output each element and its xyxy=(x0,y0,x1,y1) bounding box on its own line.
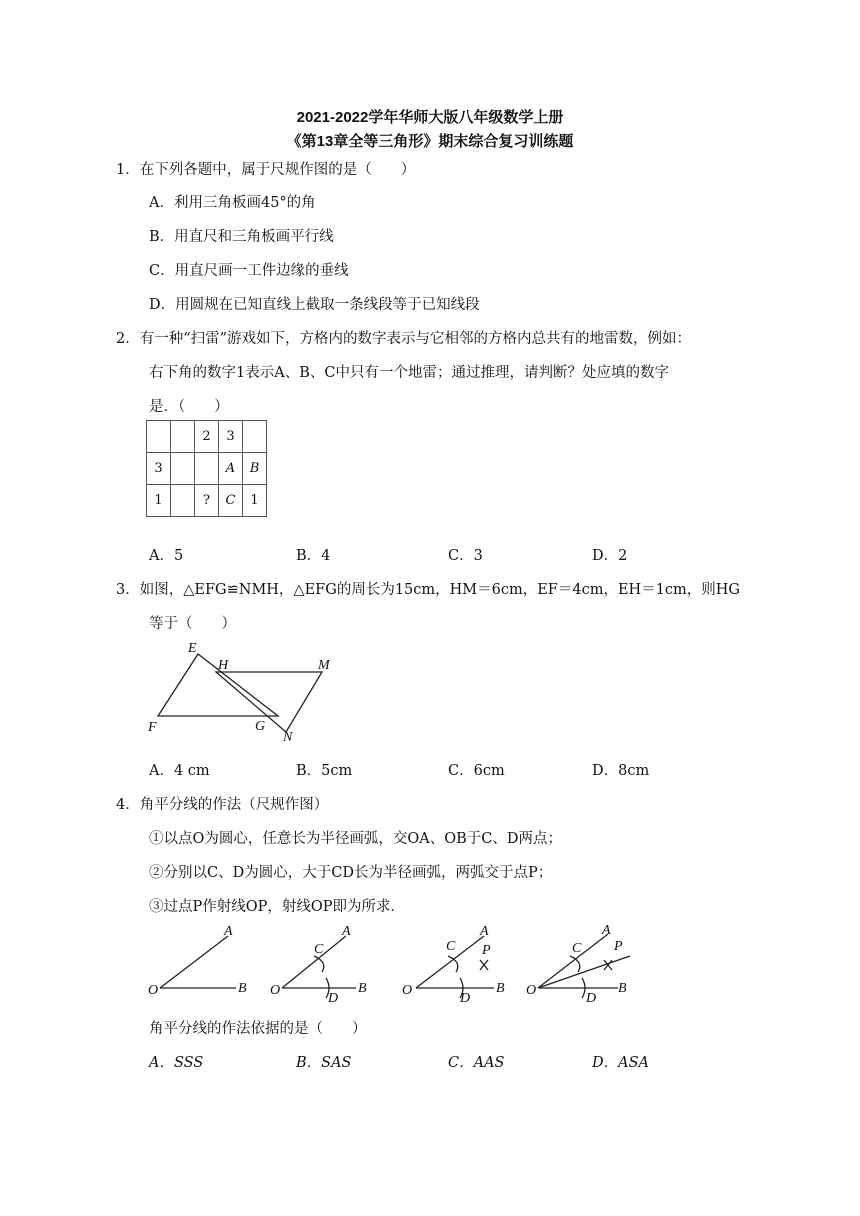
fig2-label-a: A xyxy=(342,924,351,939)
q1-option-b: B．用直尺和三角板画平行线 xyxy=(149,229,334,245)
grid-cell: 3 xyxy=(219,421,243,453)
question-4-stem: 4．角平分线的作法（尺规作图） xyxy=(116,797,329,813)
label-n: N xyxy=(283,730,293,745)
fig4-label-d: D xyxy=(586,991,597,1006)
grid-cell: 1 xyxy=(243,485,267,517)
fig3-label-p: P xyxy=(482,943,491,958)
grid-cell: ? xyxy=(195,485,219,517)
document-title: 2021-2022学年华师大版八年级数学上册 xyxy=(296,109,564,126)
fig4-label-a: A xyxy=(602,923,611,938)
q3-option-d: D．8cm xyxy=(592,763,650,779)
label-h: H xyxy=(218,658,229,673)
fig2-label-c: C xyxy=(314,942,324,957)
congruent-triangles-figure xyxy=(140,636,340,746)
grid-cell xyxy=(171,485,195,517)
angle-bisector-steps-figure xyxy=(140,920,660,1010)
q1-option-d: D．用圆规在已知直线上截取一条线段等于已知线段 xyxy=(149,297,480,313)
question-4-step3: ③过点P作射线OP，射线OP即为所求． xyxy=(149,899,406,915)
minesweeper-grid xyxy=(146,420,267,517)
question-4-step2: ②分别以C、D为圆心，大于CD长为半径画弧，两弧交于点P； xyxy=(149,865,553,881)
fig4-label-b: B xyxy=(618,981,627,996)
intersection-p xyxy=(480,960,488,970)
grid-cell xyxy=(171,421,195,453)
grid-cell xyxy=(171,453,195,485)
label-g: G xyxy=(255,719,266,734)
grid-cell xyxy=(195,453,219,485)
grid-cell xyxy=(243,421,267,453)
grid-row xyxy=(147,453,267,485)
q1-option-a: A．利用三角板画45°的角 xyxy=(149,195,316,211)
question-2-line2: 右下角的数字1表示A、B、C中只有一个地雷；通过推理，请判断？处应填的数字 xyxy=(149,365,669,381)
fig3-label-o: O xyxy=(402,983,413,998)
label-m: M xyxy=(318,658,330,673)
document-subtitle: 《第13章全等三角形》期末综合复习训练题 xyxy=(286,133,574,150)
q1-option-c: C．用直尺画一工件边缘的垂线 xyxy=(149,263,349,279)
arc-c xyxy=(314,956,324,972)
fig1-label-a: A xyxy=(224,924,233,939)
grid-cell xyxy=(147,421,171,453)
grid-row xyxy=(147,421,267,453)
q3-option-c: C．6cm xyxy=(448,763,505,779)
fig2-label-b: B xyxy=(358,981,367,996)
fig1-label-b: B xyxy=(238,981,247,996)
fig2-label-o: O xyxy=(270,983,281,998)
question-3-line2: 等于（ ） xyxy=(149,616,236,632)
question-2-line3: 是．（ ） xyxy=(149,399,229,415)
fig3-label-d: D xyxy=(460,991,471,1006)
q3-option-a: A．4 cm xyxy=(149,763,210,779)
question-1-stem: 1．在下列各题中，属于尺规作图的是（ ） xyxy=(116,162,416,178)
fig1-label-o: O xyxy=(148,983,159,998)
q2-option-b: B．4 xyxy=(296,548,331,564)
fig2-label-d: D xyxy=(328,991,339,1006)
fig3-label-c: C xyxy=(446,939,456,954)
question-4-ask: 角平分线的作法依据的是（ ） xyxy=(149,1021,367,1037)
q4-option-a: A．SSS xyxy=(149,1055,204,1071)
grid-cell: C xyxy=(219,485,243,517)
q2-option-c: C．3 xyxy=(448,548,483,564)
q2-option-d: D．2 xyxy=(592,548,628,564)
fig4-label-c: C xyxy=(572,941,582,956)
label-e: E xyxy=(188,641,197,656)
question-3-line1: 3．如图，△EFG≌NMH，△EFG的周长为15cm，HM＝6cm，EF＝4cm，EH＝1cm，则HG xyxy=(116,582,741,598)
fig4-label-p: P xyxy=(614,939,623,954)
q2-option-a: A．5 xyxy=(149,548,184,564)
grid-cell: B xyxy=(243,453,267,485)
fig3-label-b: B xyxy=(496,981,505,996)
q4-option-b: B．SAS xyxy=(296,1055,352,1071)
label-f: F xyxy=(148,720,157,735)
fig4-label-o: O xyxy=(526,983,537,998)
grid-cell: 3 xyxy=(147,453,171,485)
question-2-line1: 2．有一种“扫雷”游戏如下，方格内的数字表示与它相邻的方格内总共有的地雷数，例如： xyxy=(116,331,692,347)
grid-cell: 2 xyxy=(195,421,219,453)
fig3-label-a: A xyxy=(480,924,489,939)
grid-row xyxy=(147,485,267,517)
question-4-step1: ①以点O为圆心，任意长为半径画弧，交OA、OB于C、D两点； xyxy=(149,831,563,847)
q4-option-d: D．ASA xyxy=(592,1055,650,1071)
q3-option-b: B．5cm xyxy=(296,763,353,779)
grid-cell: A xyxy=(219,453,243,485)
grid-cell: 1 xyxy=(147,485,171,517)
q4-option-c: C．AAS xyxy=(448,1055,505,1071)
